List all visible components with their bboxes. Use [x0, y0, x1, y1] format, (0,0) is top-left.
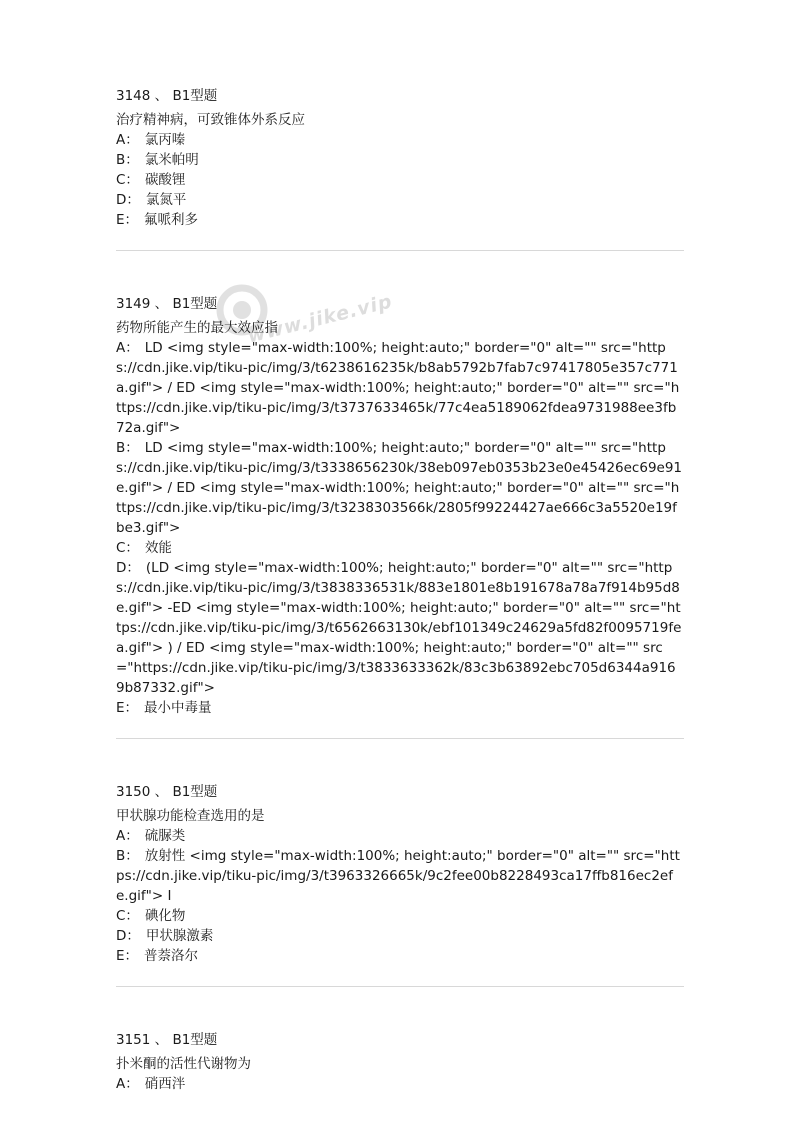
question-header: 3151 、 B1型题 — [116, 1032, 218, 1048]
watermark-text: www.jike.vip — [245, 290, 395, 348]
question-block — [116, 1030, 684, 1114]
option-text: 硝西泮 — [144, 1076, 186, 1092]
option-text: (LD <img style="max-width:100%; height:auto;" border="0" alt="" src="https://cdn.jike.vip/tiku-pic/img/3/t3838336531k/883e1801e8b191678a78a7f914b95d8e.gif"> -ED <img style="max-width:100%; height:auto;" border="0" alt="" src="https://cdn.jike.vip/tiku-pic/img/3/t6562663130k/ebf101349c24629a5fd82f0095719fea.gif"> ) / ED <img style="max-width:100%; height:auto;" border="0" alt="" src="https://cdn.jike.vip/tiku-pic/img/3/t3833633362k/83c3b63892ebc705d6344a9169b87332.gif"> — [116, 560, 682, 696]
option-label: D： — [116, 192, 140, 208]
question-stem: 药物所能产生的最大效应指 — [116, 320, 278, 336]
option-b — [116, 150, 684, 170]
option-text: 甲状腺激素 — [145, 928, 214, 944]
option-label: B： — [116, 152, 139, 168]
option-text: 碘化物 — [144, 908, 186, 924]
option-text: LD <img style="max-width:100%; height:auto;" border="0" alt="" src="https://cdn.jike.vip/tiku-pic/img/3/t3338656230k/38eb097eb0353b23e0e45426ec69e91e.gif"> / ED <img style="max-width:100%; height:auto;" border="0" alt="" src="https://cdn.jike.vip/tiku-pic/img/3/t3238303566k/2805f99224427ae666c3a5520e19fbe3.gif"> — [116, 440, 683, 536]
question-header: 3150 、 B1型题 — [116, 784, 218, 800]
option-b — [116, 438, 684, 538]
option-label: B： — [116, 440, 139, 456]
option-label: D： — [116, 560, 140, 576]
option-text: 氯丙嗪 — [144, 132, 186, 148]
option-e — [116, 698, 684, 718]
option-d — [116, 558, 684, 698]
question-stem: 治疗精神病，可致锥体外系反应 — [116, 112, 305, 128]
option-c — [116, 170, 684, 190]
option-label: A： — [116, 1076, 139, 1092]
option-label: E： — [116, 700, 139, 716]
option-text: 硫脲类 — [144, 828, 186, 844]
question-header: 3148 、 B1型题 — [116, 88, 218, 104]
question-header: 3149 、 B1型题 — [116, 296, 218, 312]
option-label: A： — [116, 828, 139, 844]
option-d — [116, 190, 684, 210]
option-text: 放射性 <img style="max-width:100%; height:auto;" border="0" alt="" src="https://cdn.jike.vip/tiku-pic/img/3/t3963326665k/9c2fee00b8228493ca17ffb816ec2efe.gif"> I — [116, 848, 680, 904]
question-stem: 扑米酮的活性代谢物为 — [116, 1056, 251, 1072]
option-label: E： — [116, 948, 139, 964]
option-text: 效能 — [144, 540, 172, 556]
option-label: A： — [116, 132, 139, 148]
question-stem: 甲状腺功能检查选用的是 — [116, 808, 265, 824]
option-label: C： — [116, 172, 139, 188]
option-label: E： — [116, 212, 139, 228]
section-divider — [116, 250, 684, 251]
section-divider — [116, 986, 684, 987]
option-text: LD <img style="max-width:100%; height:auto;" border="0" alt="" src="https://cdn.jike.vip/tiku-pic/img/3/t6238616235k/b8ab5792b7fab7c97417805e357c771a.gif"> / ED <img style="max-width:100%; height:auto;" border="0" alt="" src="https://cdn.jike.vip/tiku-pic/img/3/t3737633465k/77c4ea5189062fdea9731988ee3fb72a.gif"> — [116, 340, 680, 436]
option-label: C： — [116, 908, 139, 924]
option-label: A： — [116, 340, 139, 356]
option-label: B： — [116, 848, 139, 864]
option-text: 氯氮平 — [145, 192, 187, 208]
option-a — [116, 826, 684, 846]
option-e — [116, 210, 684, 230]
option-c — [116, 538, 684, 558]
option-label: D： — [116, 928, 140, 944]
option-b — [116, 846, 684, 906]
option-text: 最小中毒量 — [144, 700, 212, 716]
question-block — [116, 86, 684, 250]
question-block — [116, 294, 684, 738]
question-block — [116, 782, 684, 986]
option-text: 普萘洛尔 — [144, 948, 199, 964]
question-list — [116, 86, 684, 1114]
option-a — [116, 130, 684, 150]
option-c — [116, 906, 684, 926]
option-label: C： — [116, 540, 139, 556]
section-divider — [116, 738, 684, 739]
option-a — [116, 1074, 684, 1094]
option-text: 氯米帕明 — [144, 152, 199, 168]
option-d — [116, 926, 684, 946]
option-text: 碳酸锂 — [144, 172, 186, 188]
option-a — [116, 338, 684, 438]
option-text: 氟哌利多 — [144, 212, 199, 228]
option-e — [116, 946, 684, 966]
